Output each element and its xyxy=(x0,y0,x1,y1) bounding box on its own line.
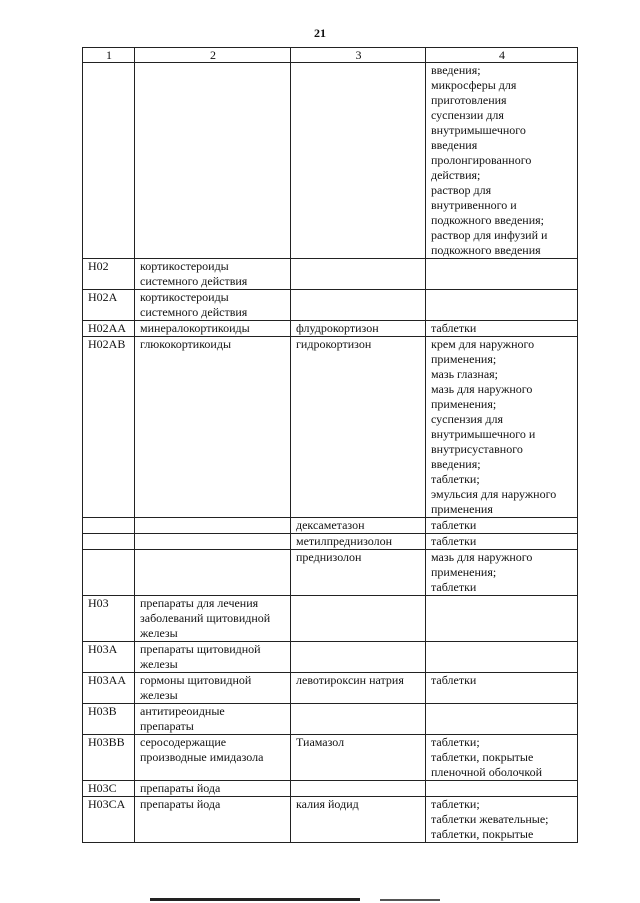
dosage-form-line: таблетки, покрытые xyxy=(431,827,534,841)
dosage-form-line: мазь для наружного xyxy=(431,550,533,564)
atc-code-cell: H03AA xyxy=(83,673,135,704)
scan-edge-mark xyxy=(150,898,360,901)
dosage-form-line: таблетки; xyxy=(431,472,480,486)
dosage-forms-cell xyxy=(426,550,578,596)
column-header-4: 4 xyxy=(426,48,578,63)
dosage-forms-cell xyxy=(426,534,578,550)
scan-edge-mark-secondary xyxy=(380,899,440,901)
group-line: препараты для лечения xyxy=(140,596,259,610)
drug-name-cell: левотироксин натрия xyxy=(291,673,426,704)
dosage-forms-cell xyxy=(426,63,578,259)
dosage-form-line: раствор для инфузий и xyxy=(431,228,548,242)
atc-code-cell: H02A xyxy=(83,290,135,321)
group-line: кортикостероиды xyxy=(140,290,229,304)
dosage-forms-cell xyxy=(426,518,578,534)
atc-code-cell xyxy=(83,550,135,596)
anatomical-group-cell xyxy=(135,534,291,550)
dosage-form-line: пролонгированного xyxy=(431,153,532,167)
dosage-form-line: таблетки; xyxy=(431,797,480,811)
atc-code-cell: H03A xyxy=(83,642,135,673)
drug-list-table xyxy=(82,47,578,843)
anatomical-group-cell xyxy=(135,259,291,290)
group-line: препараты щитовидной xyxy=(140,642,261,656)
table-row xyxy=(83,63,578,259)
atc-code-cell: H02AB xyxy=(83,337,135,518)
anatomical-group-cell xyxy=(135,337,291,518)
group-line: системного действия xyxy=(140,305,248,319)
column-number-row xyxy=(83,48,578,63)
anatomical-group-cell xyxy=(135,735,291,781)
dosage-forms-cell xyxy=(426,596,578,642)
dosage-form-line: суспензии для xyxy=(431,108,504,122)
dosage-form-line: эмульсия для наружного xyxy=(431,487,557,501)
dosage-form-line: применения; xyxy=(431,397,497,411)
atc-code-cell: H03C xyxy=(83,781,135,797)
dosage-form-line: внутривенного и xyxy=(431,198,517,212)
dosage-form-line: пленочной оболочкой xyxy=(431,765,543,779)
dosage-forms-cell xyxy=(426,781,578,797)
atc-code-cell: H03BB xyxy=(83,735,135,781)
group-line: производные имидазола xyxy=(140,750,264,764)
table-row xyxy=(83,290,578,321)
table-row xyxy=(83,518,578,534)
atc-code-cell: H03B xyxy=(83,704,135,735)
drug-name-cell: калия йодид xyxy=(291,797,426,843)
dosage-form-line: таблетки xyxy=(431,321,477,335)
dosage-form-line: введения; xyxy=(431,63,481,77)
table-row xyxy=(83,673,578,704)
atc-code-cell: H03 xyxy=(83,596,135,642)
atc-code-cell: H02 xyxy=(83,259,135,290)
group-line: минералокортикоиды xyxy=(140,321,250,335)
drug-name-cell: флудрокортизон xyxy=(291,321,426,337)
dosage-form-line: мазь для наружного xyxy=(431,382,533,396)
dosage-form-line: таблетки xyxy=(431,534,477,548)
drug-name-cell xyxy=(291,63,426,259)
group-line: железы xyxy=(140,688,178,702)
drug-name-cell xyxy=(291,259,426,290)
atc-code-cell xyxy=(83,534,135,550)
anatomical-group-cell xyxy=(135,642,291,673)
dosage-forms-cell xyxy=(426,290,578,321)
table-row xyxy=(83,596,578,642)
group-line: заболеваний щитовидной xyxy=(140,611,271,625)
dosage-form-line: внутримышечного xyxy=(431,123,526,137)
dosage-forms-cell xyxy=(426,259,578,290)
dosage-form-line: таблетки xyxy=(431,580,477,594)
table-row xyxy=(83,642,578,673)
dosage-form-line: микросферы для xyxy=(431,78,517,92)
anatomical-group-cell xyxy=(135,290,291,321)
dosage-forms-cell xyxy=(426,642,578,673)
group-line: антитиреоидные xyxy=(140,704,225,718)
atc-code-cell xyxy=(83,518,135,534)
group-line: серосодержащие xyxy=(140,735,227,749)
drug-name-cell: Тиамазол xyxy=(291,735,426,781)
atc-code-cell: H03CA xyxy=(83,797,135,843)
anatomical-group-cell xyxy=(135,321,291,337)
table-row xyxy=(83,259,578,290)
dosage-form-line: таблетки жевательные; xyxy=(431,812,549,826)
column-header-2: 2 xyxy=(135,48,291,63)
group-line: системного действия xyxy=(140,274,248,288)
drug-name-cell: метилпреднизолон xyxy=(291,534,426,550)
group-line: кортикостероиды xyxy=(140,259,229,273)
dosage-forms-cell xyxy=(426,321,578,337)
table-row xyxy=(83,735,578,781)
drug-name-cell: преднизолон xyxy=(291,550,426,596)
table-row xyxy=(83,337,578,518)
table-row xyxy=(83,550,578,596)
dosage-form-line: применения; xyxy=(431,565,497,579)
drug-name-cell xyxy=(291,290,426,321)
dosage-form-line: таблетки xyxy=(431,673,477,687)
column-header-1: 1 xyxy=(83,48,135,63)
dosage-forms-cell xyxy=(426,797,578,843)
table-body xyxy=(83,63,578,843)
table-row xyxy=(83,704,578,735)
dosage-form-line: внутримышечного и xyxy=(431,427,536,441)
drug-name-cell: гидрокортизон xyxy=(291,337,426,518)
dosage-form-line: подкожного введения; xyxy=(431,213,544,227)
anatomical-group-cell xyxy=(135,518,291,534)
table-row xyxy=(83,797,578,843)
dosage-form-line: таблетки xyxy=(431,518,477,532)
column-header-3: 3 xyxy=(291,48,426,63)
dosage-form-line: таблетки, покрытые xyxy=(431,750,534,764)
drug-name-cell xyxy=(291,781,426,797)
dosage-forms-cell xyxy=(426,704,578,735)
dosage-forms-cell xyxy=(426,735,578,781)
anatomical-group-cell xyxy=(135,673,291,704)
anatomical-group-cell xyxy=(135,550,291,596)
dosage-form-line: раствор для xyxy=(431,183,492,197)
page-number: 21 xyxy=(314,26,326,40)
drug-name-cell xyxy=(291,704,426,735)
anatomical-group-cell xyxy=(135,63,291,259)
group-line: железы xyxy=(140,657,178,671)
atc-code-cell: H02AA xyxy=(83,321,135,337)
group-line: железы xyxy=(140,626,178,640)
table-row xyxy=(83,321,578,337)
dosage-form-line: таблетки; xyxy=(431,735,480,749)
anatomical-group-cell xyxy=(135,596,291,642)
dosage-form-line: введения xyxy=(431,138,478,152)
drug-name-cell xyxy=(291,642,426,673)
anatomical-group-cell xyxy=(135,781,291,797)
dosage-form-line: применения xyxy=(431,502,493,516)
anatomical-group-cell xyxy=(135,797,291,843)
dosage-form-line: применения; xyxy=(431,352,497,366)
group-line: препараты xyxy=(140,719,194,733)
group-line: глюкокортикоиды xyxy=(140,337,232,351)
dosage-form-line: суспензия для xyxy=(431,412,503,426)
dosage-forms-cell xyxy=(426,337,578,518)
dosage-form-line: внутрисуставного xyxy=(431,442,523,456)
drug-name-cell: дексаметазон xyxy=(291,518,426,534)
dosage-forms-cell xyxy=(426,673,578,704)
anatomical-group-cell xyxy=(135,704,291,735)
group-line: гормоны щитовидной xyxy=(140,673,252,687)
table-row xyxy=(83,534,578,550)
drug-name-cell xyxy=(291,596,426,642)
dosage-form-line: приготовления xyxy=(431,93,507,107)
table-row xyxy=(83,781,578,797)
group-line: препараты йода xyxy=(140,781,221,795)
dosage-form-line: подкожного введения xyxy=(431,243,541,257)
dosage-form-line: введения; xyxy=(431,457,481,471)
dosage-form-line: мазь глазная; xyxy=(431,367,499,381)
atc-code-cell xyxy=(83,63,135,259)
group-line: препараты йода xyxy=(140,797,221,811)
dosage-form-line: действия; xyxy=(431,168,481,182)
dosage-form-line: крем для наружного xyxy=(431,337,535,351)
